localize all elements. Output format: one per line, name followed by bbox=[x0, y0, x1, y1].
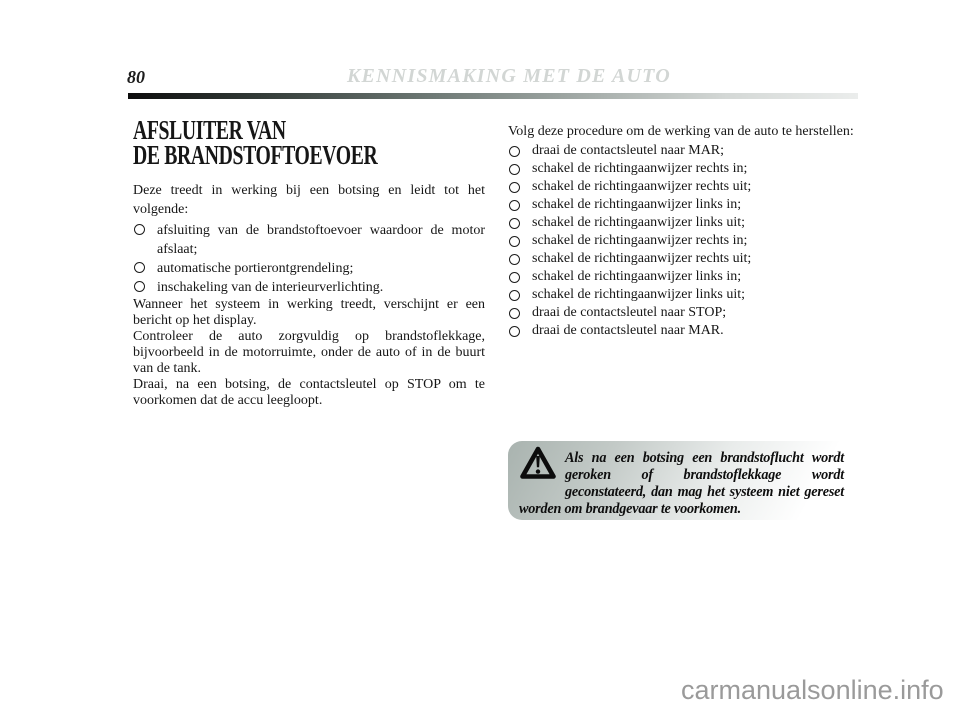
list-item-text: schakel de richtingaanwijzer links uit; bbox=[532, 287, 746, 302]
circle-bullet-icon bbox=[509, 182, 520, 193]
list-item-text: schakel de richtingaanwijzer links uit; bbox=[532, 215, 746, 230]
list-item bbox=[508, 323, 876, 339]
list-item bbox=[508, 269, 876, 285]
list-item bbox=[508, 197, 876, 213]
list-item-text: inschakeling van de interieurverlichting. bbox=[157, 280, 384, 295]
left-bullet-list bbox=[133, 221, 485, 297]
list-item-text: schakel de richtingaanwijzer links in; bbox=[532, 269, 742, 284]
list-item bbox=[508, 305, 876, 321]
list-item bbox=[508, 251, 876, 267]
page-number: 80 bbox=[127, 67, 145, 87]
list-item bbox=[508, 161, 876, 177]
circle-bullet-icon bbox=[509, 236, 520, 247]
list-item-text: schakel de richtingaanwijzer rechts uit; bbox=[532, 179, 752, 194]
list-item-text: draai de contactsleutel naar STOP; bbox=[532, 305, 727, 320]
circle-bullet-icon bbox=[509, 290, 520, 301]
list-item-text: schakel de richtingaanwijzer links in; bbox=[532, 197, 742, 212]
body-paragraph: Controleer de auto zorgvuldig op brandstoflekkage, bijvoorbeeld in de motorruimte, onder de auto of in de buurt van de tank. bbox=[133, 329, 485, 376]
list-item bbox=[508, 143, 876, 159]
header-rule-divider bbox=[128, 93, 858, 99]
section-title bbox=[133, 115, 390, 170]
left-paragraphs bbox=[133, 297, 485, 409]
circle-bullet-icon bbox=[134, 224, 145, 235]
circle-bullet-icon bbox=[509, 308, 520, 319]
list-item bbox=[133, 278, 485, 297]
list-item bbox=[133, 259, 485, 278]
left-intro-paragraph: Deze treedt in werking bij een botsing en leidt tot het volgende: bbox=[133, 183, 485, 217]
list-item bbox=[508, 215, 876, 231]
list-item-text: schakel de richtingaanwijzer rechts in; bbox=[532, 233, 748, 248]
section-title-line1: AFSLUITER VAN bbox=[133, 115, 286, 145]
circle-bullet-icon bbox=[509, 200, 520, 211]
circle-bullet-icon bbox=[509, 272, 520, 283]
circle-bullet-icon bbox=[509, 164, 520, 175]
right-intro-paragraph: Volg deze procedure om de werking van de auto te herstellen: bbox=[508, 124, 854, 139]
list-item bbox=[508, 233, 876, 249]
page-header-title: KENNISMAKING MET DE AUTO bbox=[347, 65, 671, 87]
list-item bbox=[133, 221, 485, 259]
circle-bullet-icon bbox=[134, 262, 145, 273]
list-item bbox=[508, 287, 876, 303]
circle-bullet-icon bbox=[134, 281, 145, 292]
circle-bullet-icon bbox=[509, 326, 520, 337]
right-column bbox=[508, 123, 876, 341]
section-title-line2: DE BRANDSTOFTOEVOER bbox=[133, 140, 378, 170]
list-item-text: schakel de richtingaanwijzer rechts in; bbox=[532, 161, 748, 176]
warning-box bbox=[508, 441, 858, 520]
circle-bullet-icon bbox=[509, 146, 520, 157]
list-item-text: afsluiting van de brandstoftoevoer waardoor de motor afslaat; bbox=[157, 223, 485, 257]
list-item bbox=[508, 179, 876, 195]
right-bullet-list bbox=[508, 143, 876, 339]
circle-bullet-icon bbox=[509, 218, 520, 229]
body-paragraph: Draai, na een botsing, de contactsleutel op STOP om te voorkomen dat de accu leegloopt. bbox=[133, 377, 485, 408]
body-paragraph: Wanneer het systeem in werking treedt, verschijnt er een bericht op het display. bbox=[133, 297, 485, 328]
list-item-text: draai de contactsleutel naar MAR; bbox=[532, 143, 725, 158]
warning-text: Als na een botsing een brandstoflucht wordt geroken of brandstoflekkage wordt geconstateerd, dan mag het systeem niet gereset worden om brandgevaar te voorkomen. bbox=[519, 450, 844, 517]
list-item-text: automatische portierontgrendeling; bbox=[157, 261, 354, 276]
left-column bbox=[133, 115, 485, 409]
circle-bullet-icon bbox=[509, 254, 520, 265]
warning-triangle-icon bbox=[520, 446, 556, 480]
watermark-text: carmanualsonline.info bbox=[681, 675, 944, 705]
list-item-text: schakel de richtingaanwijzer rechts uit; bbox=[532, 251, 752, 266]
list-item-text: draai de contactsleutel naar MAR. bbox=[532, 323, 724, 338]
